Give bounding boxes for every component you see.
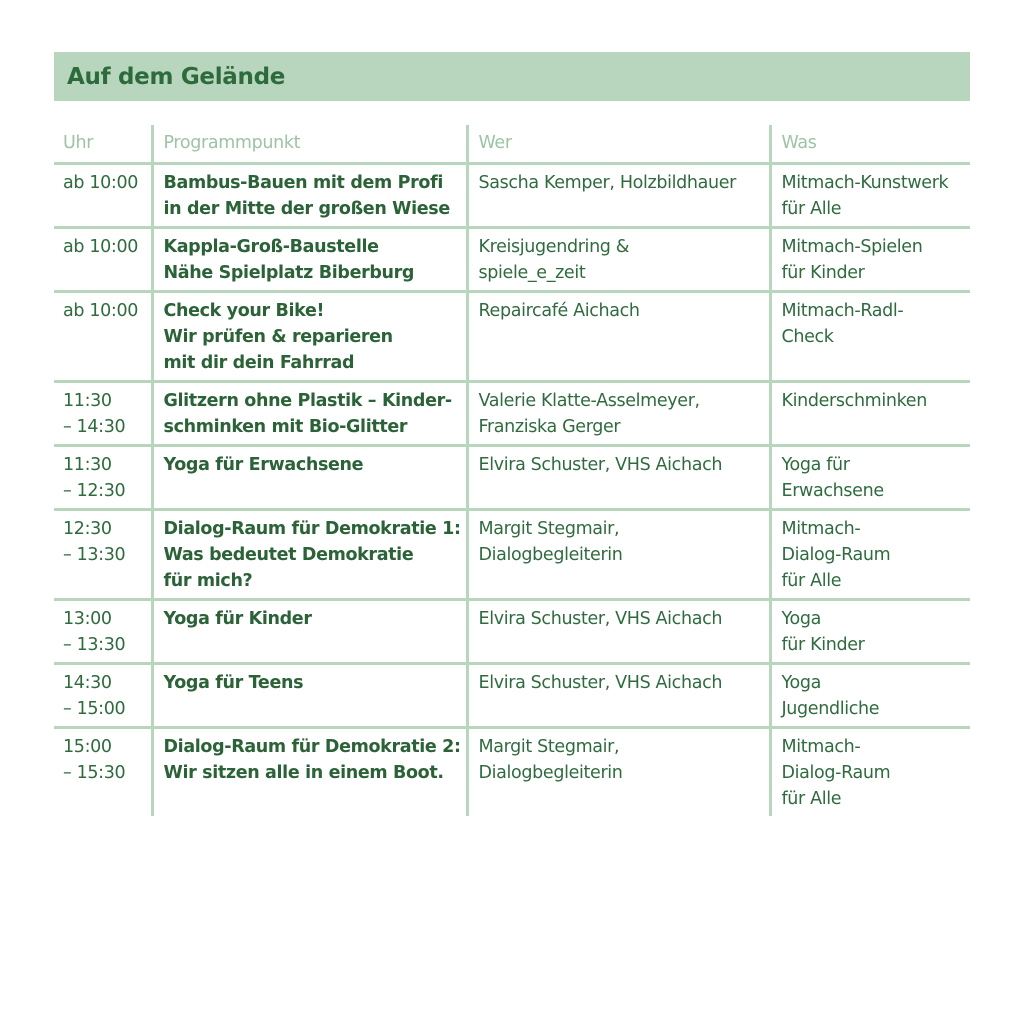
column-header-wer: Wer — [467, 125, 770, 164]
cell-programmpunkt — [152, 664, 467, 728]
cell-was-line: Jugendliche — [781, 699, 880, 719]
cell-uhr-line: ab 10:00 — [63, 301, 139, 321]
cell-uhr-line: – 15:00 — [63, 699, 126, 719]
program-table — [54, 125, 970, 816]
cell-programmpunkt-line: Yoga für Erwachsene — [163, 455, 364, 475]
column-header-was: Was — [770, 125, 970, 164]
cell-uhr-line: ab 10:00 — [63, 237, 139, 257]
cell-programmpunkt-line: in der Mitte der großen Wiese — [163, 199, 450, 219]
table-row — [54, 164, 970, 228]
cell-uhr-line: – 13:30 — [63, 635, 126, 655]
cell-wer-line: Kreisjugendring & — [478, 237, 630, 257]
cell-programmpunkt-line: Bambus-Bauen mit dem Profi — [163, 173, 443, 193]
cell-uhr — [54, 228, 152, 292]
column-header-programmpunkt: Programmpunkt — [152, 125, 467, 164]
cell-wer — [467, 728, 770, 817]
cell-programmpunkt-line: Check your Bike! — [163, 301, 325, 321]
cell-wer-line: Elvira Schuster, VHS Aichach — [478, 609, 723, 629]
cell-was-line: Yoga — [781, 673, 822, 693]
table-row — [54, 600, 970, 664]
cell-was — [770, 446, 970, 510]
table-row — [54, 664, 970, 728]
cell-uhr — [54, 664, 152, 728]
table-row — [54, 446, 970, 510]
cell-wer — [467, 664, 770, 728]
cell-uhr-line: ab 10:00 — [63, 173, 139, 193]
cell-programmpunkt-line: Wir sitzen alle in einem Boot. — [163, 763, 444, 783]
cell-was-line: Mitmach-Spielen — [781, 237, 923, 257]
cell-programmpunkt-line: schminken mit Bio-Glitter — [163, 417, 408, 437]
cell-was-line: Mitmach-Kunstwerk — [781, 173, 949, 193]
cell-wer-line: Dialogbegleiterin — [478, 763, 623, 783]
cell-programmpunkt-line: Dialog-Raum für Demokratie 1: — [163, 519, 461, 539]
cell-wer-line: spiele_e_zeit — [478, 263, 586, 283]
cell-was-line: Mitmach-Radl- — [781, 301, 904, 321]
cell-uhr — [54, 446, 152, 510]
cell-uhr — [54, 382, 152, 446]
cell-uhr-line: 15:00 — [63, 737, 112, 757]
cell-wer-line: Valerie Klatte-Asselmeyer, — [478, 391, 700, 411]
cell-programmpunkt-line: Yoga für Kinder — [163, 609, 312, 629]
table-header-row — [54, 125, 970, 164]
cell-was — [770, 382, 970, 446]
cell-programmpunkt-line: Nähe Spielplatz Biberburg — [163, 263, 415, 283]
cell-was — [770, 228, 970, 292]
cell-wer — [467, 292, 770, 382]
cell-uhr-line: – 15:30 — [63, 763, 126, 783]
cell-uhr-line: – 14:30 — [63, 417, 126, 437]
cell-was-line: Mitmach- — [781, 737, 861, 757]
cell-uhr-line: – 13:30 — [63, 545, 126, 565]
cell-wer — [467, 382, 770, 446]
cell-programmpunkt — [152, 292, 467, 382]
cell-uhr-line: – 12:30 — [63, 481, 126, 501]
cell-uhr-line: 12:30 — [63, 519, 112, 539]
cell-wer-line: Elvira Schuster, VHS Aichach — [478, 673, 723, 693]
cell-was-line: für Alle — [781, 199, 842, 219]
cell-wer-line: Franziska Gerger — [478, 417, 621, 437]
cell-uhr — [54, 510, 152, 600]
cell-programmpunkt-line: Kappla-Groß-Baustelle — [163, 237, 379, 257]
table-body — [54, 164, 970, 817]
cell-wer — [467, 446, 770, 510]
cell-programmpunkt-line: Dialog-Raum für Demokratie 2: — [163, 737, 461, 757]
cell-uhr-line: 11:30 — [63, 455, 112, 475]
section-title-bar — [54, 52, 970, 101]
cell-was — [770, 728, 970, 817]
cell-wer-line: Sascha Kemper, Holzbildhauer — [478, 173, 736, 193]
cell-was-line: Kinderschminken — [781, 391, 927, 411]
cell-was — [770, 600, 970, 664]
cell-wer-line: Dialogbegleiterin — [478, 545, 623, 565]
cell-was-line: Yoga für — [781, 455, 850, 475]
cell-programmpunkt-line: mit dir dein Fahrrad — [163, 353, 355, 373]
cell-uhr — [54, 292, 152, 382]
cell-wer-line: Elvira Schuster, VHS Aichach — [478, 455, 723, 475]
cell-wer — [467, 510, 770, 600]
cell-programmpunkt — [152, 382, 467, 446]
cell-uhr-line: 13:00 — [63, 609, 112, 629]
table-row — [54, 382, 970, 446]
cell-was-line: Check — [781, 327, 834, 347]
cell-was-line: für Kinder — [781, 635, 865, 655]
cell-was — [770, 664, 970, 728]
cell-wer-line: Repaircafé Aichach — [478, 301, 640, 321]
cell-wer-line: Margit Stegmair, — [478, 737, 620, 757]
cell-was — [770, 510, 970, 600]
cell-programmpunkt — [152, 228, 467, 292]
cell-was-line: Yoga — [781, 609, 822, 629]
cell-was — [770, 292, 970, 382]
cell-programmpunkt — [152, 728, 467, 817]
cell-uhr-line: 11:30 — [63, 391, 112, 411]
column-header-uhr: Uhr — [63, 133, 94, 153]
table-row — [54, 728, 970, 817]
cell-programmpunkt — [152, 446, 467, 510]
cell-was-line: für Kinder — [781, 263, 865, 283]
cell-uhr-line: 14:30 — [63, 673, 112, 693]
cell-programmpunkt-line: Wir prüfen & reparieren — [163, 327, 393, 347]
cell-was-line: für Alle — [781, 571, 842, 591]
cell-programmpunkt-line: für mich? — [163, 571, 253, 591]
table-row — [54, 510, 970, 600]
cell-uhr — [54, 728, 152, 817]
cell-was-line: Erwachsene — [781, 481, 884, 501]
cell-was-line: Mitmach- — [781, 519, 861, 539]
section-title: Auf dem Gelände — [67, 63, 286, 90]
cell-programmpunkt — [152, 600, 467, 664]
cell-wer — [467, 600, 770, 664]
cell-programmpunkt-line: Yoga für Teens — [163, 673, 304, 693]
cell-programmpunkt-line: Was bedeutet Demokratie — [163, 545, 414, 565]
cell-uhr — [54, 600, 152, 664]
cell-wer — [467, 164, 770, 228]
cell-was — [770, 164, 970, 228]
cell-wer — [467, 228, 770, 292]
cell-was-line: für Alle — [781, 789, 842, 809]
table-row — [54, 292, 970, 382]
cell-wer-line: Margit Stegmair, — [478, 519, 620, 539]
cell-programmpunkt — [152, 164, 467, 228]
program-page — [54, 52, 970, 816]
cell-programmpunkt — [152, 510, 467, 600]
table-row — [54, 228, 970, 292]
cell-was-line: Dialog-Raum — [781, 763, 891, 783]
cell-was-line: Dialog-Raum — [781, 545, 891, 565]
cell-uhr — [54, 164, 152, 228]
cell-programmpunkt-line: Glitzern ohne Plastik – Kinder- — [163, 391, 452, 411]
